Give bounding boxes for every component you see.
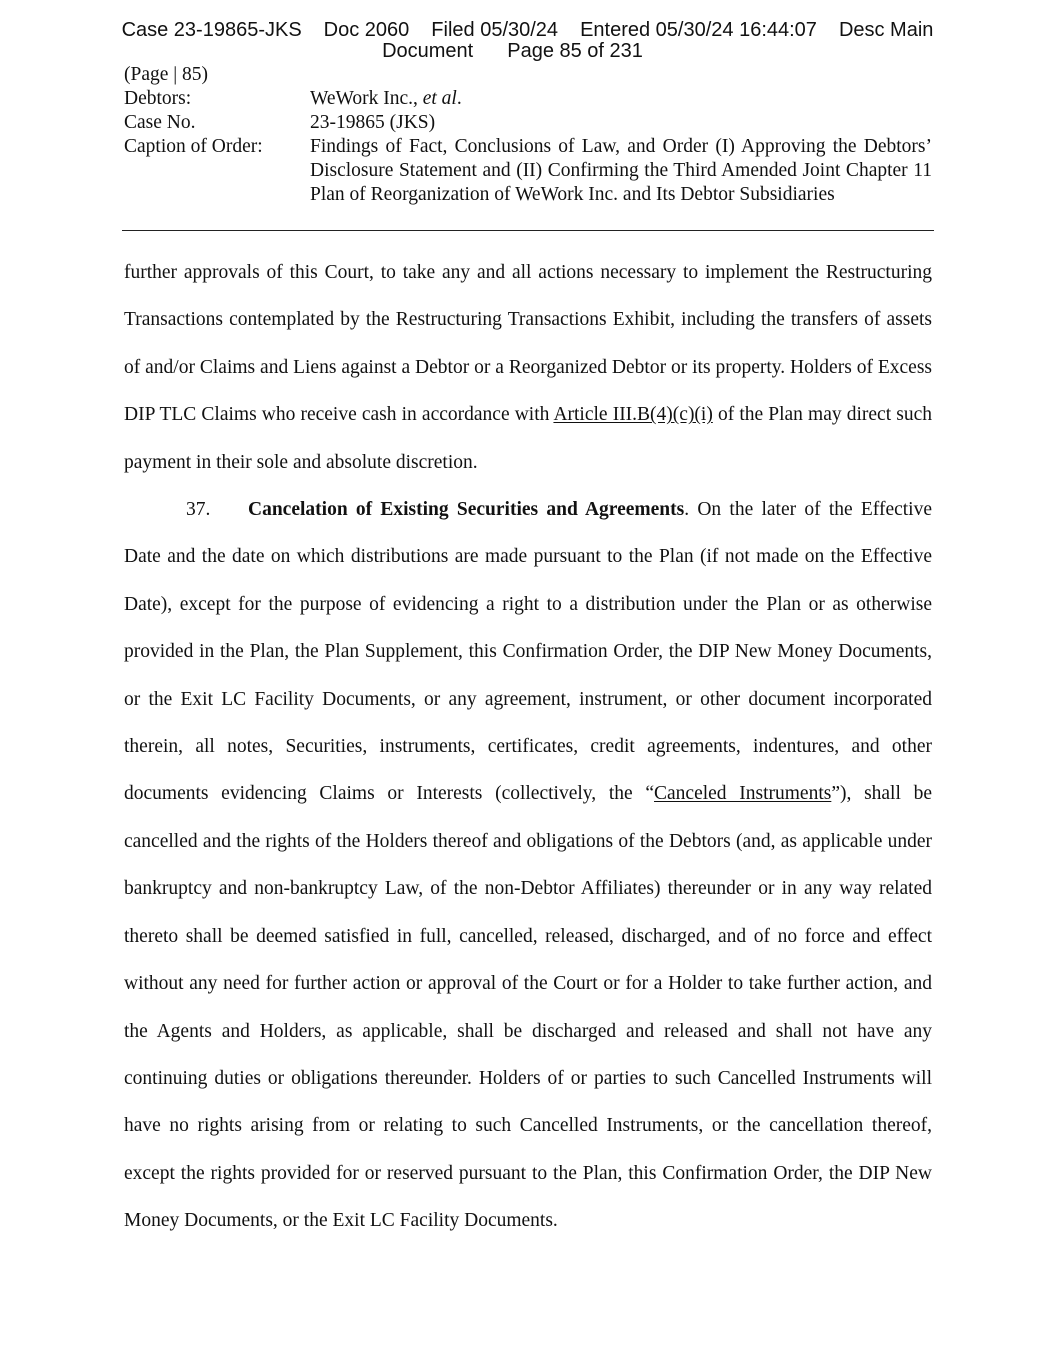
page-reference-row: [124, 63, 932, 87]
paragraph-37: 37. Cancelation of Existing Securities and Agreements. On the later of the Effective Date and the date on which distributions are made pursuant to the Plan (if not made on the Effective Date), except for the purpose of evidencing a right to a distribution under the Plan or as otherwise provided in the Plan, the Plan Supplement, this Confirmation Order, the DIP New Money Documents, or the Exit LC Facility Documents, or any agreement, instrument, or other document incorporated therein, all notes, Securities, instruments, certificates, credit agreements, indentures, and other documents evidencing Claims or Interests (collectively, the “Canceled Instruments”), shall be cancelled and the rights of the Holders thereof and obligations of the Debtors (and, as applicable under bankruptcy and non-bankruptcy Law, of the non-Debtor Affiliates) thereunder or in any way related thereto shall be deemed satisfied in full, cancelled, released, discharged, and of no force and effect without any need for further action or approval of the Court or for a Holder to take further action, and the Agents and Holders, as applicable, shall be discharged and released and shall not have any continuing duties or obligations thereunder. Holders of or parties to such Cancelled Instruments will have no rights arising from or relating to such Cancelled Instruments, or the cancellation thereof, except the rights provided for or reserved pursuant to the Plan, this Confirmation Order, the DIP New Money Documents, or the Exit LC Facility Documents.: [124, 486, 932, 1245]
doc-number-stamp: Doc 2060: [323, 19, 410, 41]
paragraph-continuation: further approvals of this Court, to take any and all actions necessary to implement the Restructuring Transactions contemplated by the Restructuring Transactions Exhibit, including the transfers of assets of and/or Claims and Liens against a Debtor or a Reorganized Debtor or its property. Holders of Excess DIP TLC Claims who receive cash in accordance with Article III.B(4)(c)(i) of the Plan may direct such payment in their sole and absolute discretion.: [124, 262, 932, 473]
caption-of-order-row: [124, 135, 932, 207]
defined-term: Canceled Instruments: [654, 783, 832, 805]
document-label-stamp: Document: [382, 40, 474, 62]
debtors-label: Debtors:: [124, 88, 192, 109]
court-filing-stamp: [0, 20, 1055, 62]
order-caption-block: [124, 63, 932, 207]
debtors-value: WeWork Inc., et al.: [310, 88, 462, 109]
filed-date-stamp: Filed 05/30/24: [431, 19, 559, 41]
order-body: [124, 249, 932, 1245]
case-number-label: Case No.: [124, 112, 196, 133]
caption-of-order-label: Caption of Order:: [124, 136, 263, 157]
page-count-stamp: Page 85 of 231: [507, 40, 643, 62]
case-number-row: [124, 111, 932, 135]
stamp-line-1: [0, 20, 1055, 41]
caption-of-order-value: Findings of Fact, Conclusions of Law, and Order (I) Approving the Debtors’ Disclosure Statement and (II) Confirming the Third Amended Joint Chapter 11 Plan of Reorganization of WeWork Inc. and Its Debtor Subsidiaries: [310, 136, 932, 205]
case-number-value: 23-19865 (JKS): [310, 112, 436, 133]
page-reference: (Page | 85): [124, 64, 209, 85]
paragraph-number: 37.: [186, 499, 211, 521]
article-reference-link: Article III.B(4)(c)(i): [553, 404, 713, 426]
paragraph-heading: Cancelation of Existing Securities and Agreements: [248, 499, 685, 521]
case-number-stamp: Case 23-19865-JKS: [121, 19, 302, 41]
entered-date-stamp: Entered 05/30/24 16:44:07: [580, 19, 817, 41]
caption-divider: [122, 230, 934, 231]
debtors-row: [124, 87, 932, 111]
desc-stamp: Desc Main: [838, 19, 934, 41]
et-al: et al: [422, 88, 457, 109]
stamp-line-2: [0, 41, 1055, 62]
